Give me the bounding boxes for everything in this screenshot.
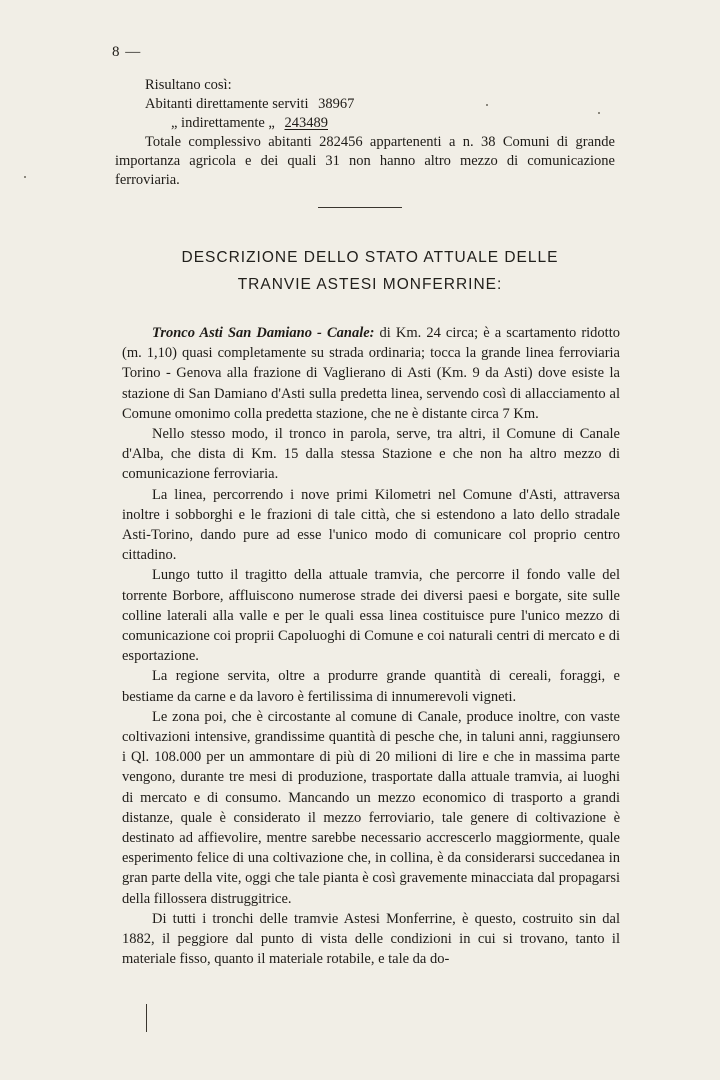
paragraph: Di tutti i tronchi delle tramvie Astesi Monferrine, è questo, costruito sin dal 1882, il peggiore dal punto di vista delle condizioni in cui si trovano, tanto il materiale fisso, quanto il materiale rotabile, e tale da do- — [122, 910, 620, 968]
paragraph — [122, 323, 620, 424]
direct-inhabitants-value: 38967 — [318, 96, 355, 112]
paragraph: Le zona poi, che è circostante al comune di Canale, produce inoltre, con vaste coltivazioni intensive, grandissime quantità di pesche che, in taluni anni, raggiunsero i Ql. 108.000 per un ammontare di più di 20 milioni di lire e che in massima parte vengono, durante tre mesi di produzione, trasportate dalla attuale tramvia, ai luoghi di mercato e di consumo. Mancando un mezzo economico di trasporto a grandi distanze, quale è considerato il mezzo ferroviario, tale genere di coltivazione è destinato ad affievolire, mentre sarebbe necessario accrescerlo maggiormente, quale esperimento felice di una coltivazione che, in collina, è da considerarsi succedanea in gran parte della vite, oggi che tale pianta è così gravemente minacciata dal propagarsi della fillossera distruggitrice. — [122, 708, 620, 907]
page-number: 8 — — [112, 44, 142, 60]
total-inhabitants-line: Totale complessivo abitanti 282456 appartenenti a n. 38 Comuni di grande importanza agricola e dei quali 31 non hanno altro mezzo di comunicazione ferroviaria. — [115, 134, 615, 188]
direct-inhabitants-row — [115, 95, 615, 114]
summary-intro: Risultano così: — [145, 77, 232, 93]
paragraph: La linea, percorrendo i nove primi Kilometri nel Comune d'Asti, attraversa inoltre i sobborghi e le frazioni di tale città, che si estendono a lato dello stradale Asti-Torino, dando pure ad esse l'unico modo di comunicare col proprio centro cittadino. — [122, 486, 620, 564]
indirect-inhabitants-label: „ indirettamente „ — [171, 115, 275, 131]
paragraph-text: di Km. 24 circa; è a scartamento ridotto (m. 1,10) quasi completamente su strada ordinaria; tocca la grande linea ferroviaria Torino - Genova alla frazione di Vaglierano di Asti (Km. 9 da Asti) dove esiste la stazione di San Damiano d'Asti sulla predetta linea, servendo così di allacciamento al Comune omonimo colla predetta stazione, che ne è distante circa 7 Km. — [122, 325, 620, 422]
paragraph-lead: Tronco Asti San Damiano - Canale: — [152, 325, 375, 341]
indirect-inhabitants-value: 243489 — [284, 115, 328, 131]
margin-mark — [146, 1004, 149, 1032]
population-summary — [115, 76, 615, 190]
direct-inhabitants-label: Abitanti direttamente serviti — [145, 96, 309, 112]
section-heading-line-1: DESCRIZIONE DELLO STATO ATTUALE DELLE — [181, 249, 559, 266]
body-text — [122, 323, 620, 970]
section-divider — [318, 207, 402, 208]
section-heading-line-2: TRANVIE ASTESI MONFERRINE: — [237, 276, 503, 293]
scan-speck — [598, 112, 600, 114]
scan-speck — [486, 104, 488, 106]
paragraph: Lungo tutto il tragitto della attuale tramvia, che percorre il fondo valle del torrente Borbore, affluiscono numerose strade dei diversi paesi e borgate, site sulle colline laterali alla valle e per le quali essa linea costituisce pure l'unico mezzo di comunicazione coi proprii Capoluoghi di Comune e coi naturali centri di mercato e di esportazione. — [122, 567, 620, 665]
indirect-inhabitants-row — [115, 114, 615, 133]
scan-speck — [24, 176, 26, 178]
paragraph: Nello stesso modo, il tronco in parola, serve, tra altri, il Comune di Canale d'Alba, che dista di Km. 15 dalla stessa Stazione e che non ha altro mezzo di comunicazione ferroviaria. — [122, 426, 620, 483]
paragraph: La regione servita, oltre a produrre grande quantità di cereali, foraggi, e bestiame da carne e da lavoro è fertilissima di innumerevoli vigneti. — [122, 668, 620, 705]
